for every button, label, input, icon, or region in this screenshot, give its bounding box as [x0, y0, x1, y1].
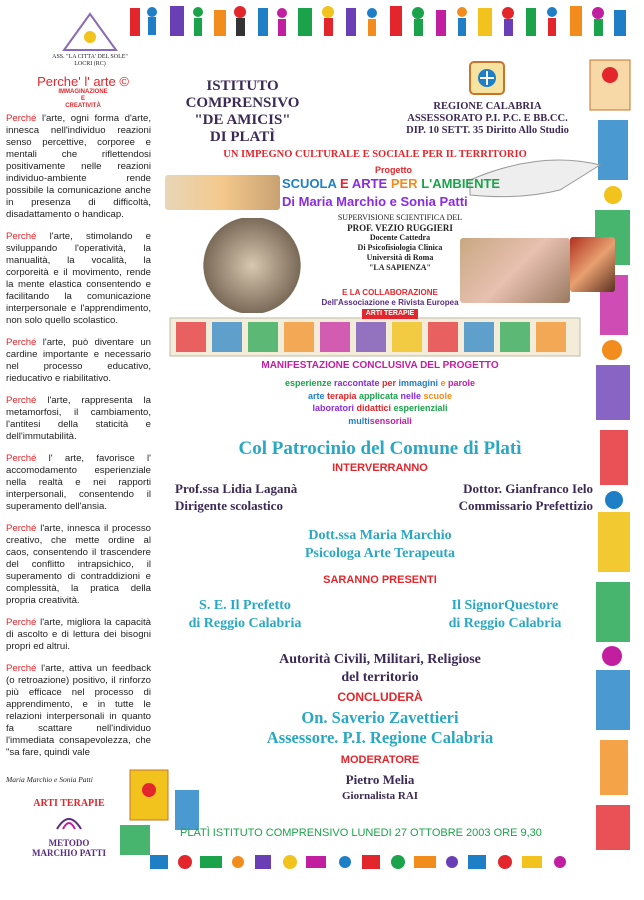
colored-word: didattici — [353, 403, 391, 413]
moderatore-label: MODERATORE — [340, 754, 420, 766]
paragraph-text: l' arte, favorisce l' accomodamento esperienziale nella realtà e nei rapporti interpersonali, consentendo il superamento dell'ansia. — [6, 453, 151, 512]
paragraph-text: l'arte, stimolando e sviluppando l'operatività, la manualità, la vocalità, la corporeità e il movimento, rende la mente elastica consentendo e facilitando la comunicazione interpersonale e l'apprendimento, non solo quello scolastico. — [6, 231, 151, 326]
speaker-1 — [175, 480, 375, 514]
moderator — [170, 772, 590, 804]
concluding-role: Assessore. P.I. Regione Calabria — [266, 728, 494, 747]
signature: Maria Marchio e Sonia Patti — [6, 775, 93, 784]
school-line-1: ISTITUTO COMPRENSIVO — [185, 78, 300, 111]
prof-role-3: Università di Roma — [366, 253, 434, 262]
project-photo-children — [165, 175, 280, 210]
word-cloud — [200, 377, 560, 427]
colored-word: ARTE — [351, 176, 391, 191]
word-line-4 — [200, 415, 560, 428]
sidebar-paragraph — [6, 617, 151, 653]
speaker-2 — [398, 480, 593, 514]
word-line-2 — [200, 390, 560, 403]
moderator-name: Pietro Melia — [345, 772, 415, 787]
drawings-strip — [170, 318, 580, 356]
manifestazione-heading: MANIFESTAZIONE CONCLUSIVA DEL PROGETTO — [261, 360, 499, 371]
sidebar-subtitle-1: IMMAGINAZIONE — [58, 89, 108, 95]
present-1 — [170, 597, 320, 633]
paragraph-text: l'arte, ogni forma d'arte, innesca nell'individuo reazioni senso percettive, corporee e mentali che riflettendosi positivamente nelle reazioni individuo-ambiente rende possibile la comunicazione anche in presenza di difficoltà, disadattamento o handicap. — [6, 113, 151, 220]
impegno-heading: UN IMPEGNO CULTURALE E SOCIALE PER IL TERRITORIO — [223, 149, 527, 160]
region-emblem — [468, 60, 506, 96]
colored-word: immagini — [396, 378, 439, 388]
paragraph-keyword: Perché — [6, 337, 37, 348]
saranno-label: SARANNO PRESENTI — [323, 574, 437, 586]
speaker-1-name: Prof.ssa Lidia Laganà — [175, 481, 298, 496]
footer-event-info: PLATÌ ISTITUTO COMPRENSIVO LUNEDI 27 OTTOBRE 2003 ORE 9,30 — [180, 827, 542, 839]
association-logo — [60, 12, 120, 52]
sidebar-paragraph — [6, 231, 151, 327]
arti-terapie-logo — [14, 798, 124, 858]
logo-mark-icon — [49, 809, 89, 833]
logo-title: ARTI TERAPIE — [33, 798, 105, 809]
sidebar-paragraph — [6, 337, 151, 385]
present-2-line-1: Il SignorQuestore — [451, 598, 559, 613]
sidebar-header — [8, 74, 158, 110]
autorita-line-2: del territorio — [341, 670, 419, 685]
speaker-2-role: Commissario Prefettizio — [458, 498, 593, 513]
association-city: LOCRI (RC) — [74, 61, 106, 67]
supervision-label: SUPERVISIONE SCIENTIFICA DEL — [337, 213, 463, 222]
sidebar-paragraph — [6, 523, 151, 607]
colored-word: laboratori — [312, 403, 354, 413]
colored-word: arte — [307, 390, 325, 401]
concludera-label: CONCLUDERÀ — [337, 690, 423, 704]
logo-authors: MARCHIO PATTI — [32, 848, 106, 858]
sidebar-paragraph — [6, 663, 151, 759]
present-1-line-1: S. E. Il Prefetto — [199, 598, 291, 613]
speaker-2-name: Dottor. Gianfranco Ielo — [463, 481, 593, 496]
colored-word: multi — [348, 415, 370, 426]
colored-word: PER — [390, 176, 422, 191]
sidebar-title: Perche' l' arte © — [37, 74, 129, 89]
school-line-2: "DE AMICIS" — [194, 112, 291, 128]
paragraph-text: l'arte, migliora la capacità di ascolto e di lettura dei bisogni propri ed altrui. — [6, 617, 151, 652]
paragraph-keyword: Perché — [6, 663, 37, 674]
present-1-line-2: di Reggio Calabria — [188, 616, 302, 631]
right-drawings — [590, 60, 630, 850]
region-line-3: DIP. 10 SETT. 35 Diritto Allo Studio — [406, 125, 569, 136]
prof-role-1: Docente Cattedra — [369, 233, 431, 242]
colored-word: parole — [445, 378, 476, 388]
speaker-3-name: Dott.ssa Maria Marchio — [308, 528, 452, 543]
colored-word: E — [340, 176, 352, 191]
paragraph-text: l'arte, rappresenta la metamorfosi, il cambiamento, l'antitesi della staticità e dell'immutabilità. — [6, 395, 151, 442]
word-line-3 — [200, 402, 560, 415]
colored-word: sensoriali — [369, 415, 412, 426]
colored-word: SCUOLA — [282, 176, 341, 191]
prof-role-2: Di Psicofisiologia Clinica — [357, 243, 443, 252]
sidebar-text — [6, 113, 151, 769]
colored-word: L'AMBIENTE — [421, 176, 501, 191]
paragraph-keyword: Perché — [6, 395, 37, 406]
sidebar-subtitle-3: CREATIVITÀ — [65, 103, 101, 109]
progetto-label: Progetto — [375, 165, 412, 175]
paragraph-text: l'arte, innesca il processo creativo, che mette ordine al caos, consentendo il trascendere del conflitto intrapsichico, il superamento di contraddizioni e complessità, la pratica della propria creatività. — [6, 523, 151, 606]
speaker-3 — [170, 527, 590, 563]
colored-word: e — [438, 378, 446, 388]
colored-word: raccontate — [331, 378, 380, 388]
colored-word: applicata — [356, 390, 398, 401]
photo-hands — [202, 218, 302, 313]
present-2-line-2: di Reggio Calabria — [448, 616, 562, 631]
logo-method: METODO — [48, 838, 90, 848]
photo-child-painting — [570, 237, 615, 292]
prof-role-4: "LA SAPIENZA" — [368, 263, 431, 272]
paragraph-text: l'arte, può diventare un cardine importante e necessario nel processo educativo, rieducativo e riabilitativo. — [6, 337, 151, 384]
association-text — [40, 54, 140, 68]
colored-word: terapia — [324, 390, 357, 401]
region-header — [395, 101, 580, 137]
speaker-1-role: Dirigente scolastico — [175, 498, 283, 513]
colored-word: scuole — [421, 390, 453, 401]
school-line-3: DI PLATÌ — [209, 129, 276, 145]
sidebar-paragraph — [6, 113, 151, 221]
paragraph-text: l'arte, attiva un feedback (o retroazione) positivo, il rinforzo più efficace nel processo di apprendimento, e in tutte le relazioni interpersonali in quanto fa scattare nell'individuo l'immediata consapevolezza, che "sa fare, quindi vale — [6, 663, 151, 758]
project-authors: Di Maria Marchio e Sonia Patti — [282, 194, 468, 209]
word-line-1 — [200, 377, 560, 390]
autorita-line-1: Autorità Civili, Militari, Religiose — [279, 652, 481, 667]
speaker-3-role: Psicologa Arte Terapeuta — [304, 546, 456, 561]
interverranno-label: INTERVERRANNO — [332, 462, 428, 474]
colored-word: nelle — [398, 390, 422, 401]
top-drawings — [130, 6, 626, 36]
colored-word: per — [379, 378, 397, 388]
sidebar-subtitle-2: E — [80, 96, 85, 102]
paragraph-keyword: Perché — [6, 231, 37, 242]
sidebar-paragraph — [6, 453, 151, 513]
collab-line-1: E LA COLLABORAZIONE — [342, 288, 438, 297]
project-title — [282, 176, 582, 191]
professor-name: PROF. VEZIO RUGGIERI — [347, 223, 453, 233]
paragraph-keyword: Perché — [6, 617, 37, 628]
bottom-drawings — [150, 855, 566, 869]
paragraph-keyword: Perché — [6, 523, 37, 534]
region-line-1: REGIONE CALABRIA — [433, 101, 542, 112]
association-name: ASS. "LA CITTA' DEL SOLE" — [52, 54, 128, 60]
patrocinio-heading: Col Patrocinio del Comune di Platì — [238, 438, 522, 459]
school-header — [160, 78, 325, 146]
colored-word: esperienziali — [391, 403, 448, 413]
paragraph-keyword: Perché — [6, 453, 37, 464]
collab-logo: ARTI TERAPIE — [362, 309, 419, 319]
paragraph-keyword: Perché — [6, 113, 37, 124]
present-2 — [425, 597, 585, 633]
moderator-role: Giornalista RAI — [341, 790, 419, 802]
collab-line-2: Dell'Associazione e Rivista Europea — [321, 298, 459, 307]
colored-word: esperienze — [284, 378, 332, 388]
autorita-block — [170, 651, 590, 687]
concluding-speaker — [170, 708, 590, 748]
collaboration-block — [300, 288, 480, 319]
sidebar-paragraph — [6, 395, 151, 443]
region-line-2: ASSESSORATO P.I. P.C. E BB.CC. — [407, 113, 568, 124]
concluding-name: On. Saverio Zavettieri — [301, 708, 459, 727]
